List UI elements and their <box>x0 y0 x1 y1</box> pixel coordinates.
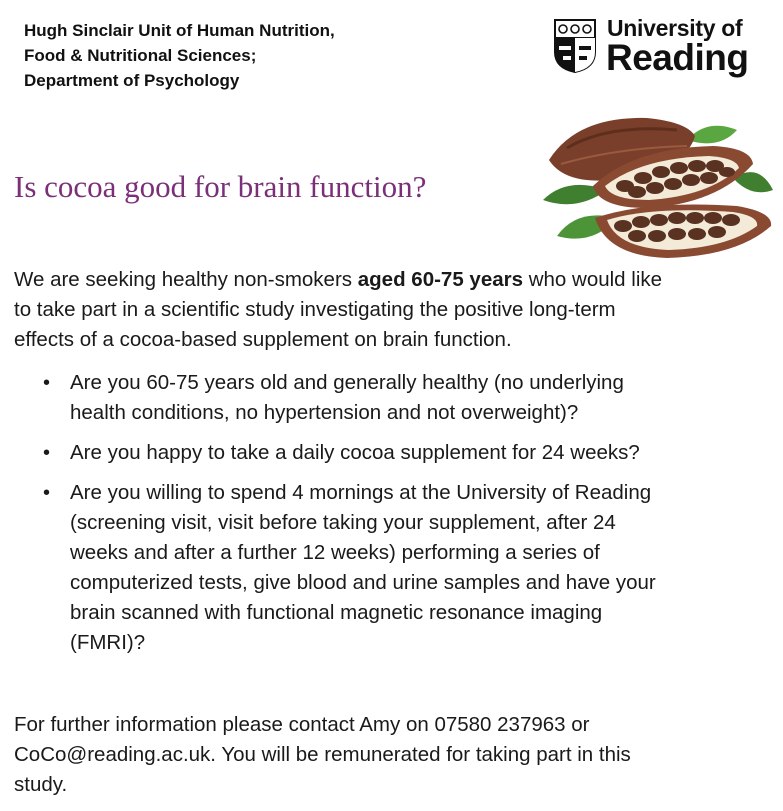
list-item-line: health conditions, no hypertension and not overweight)? <box>70 401 579 424</box>
bullet-icon: • <box>43 482 51 504</box>
department-header <box>24 18 444 93</box>
department-line: Food & Nutritional Sciences; <box>24 46 257 65</box>
list-item-line: Are you happy to take a daily cocoa supplement for 24 weeks? <box>70 441 640 464</box>
list-item-line: Are you 60-75 years old and generally healthy (no underlying <box>70 371 624 394</box>
cocoa-pod-image <box>537 108 777 266</box>
contact-line: For further information please contact Amy on 07580 237963 or <box>14 713 590 736</box>
university-crest-icon <box>553 18 597 74</box>
contact-line: study. <box>14 773 68 796</box>
intro-paragraph <box>14 265 774 355</box>
list-item-line: computerized tests, give blood and urine samples and have your <box>70 571 656 594</box>
list-item-line: weeks and after a further 12 weeks) performing a series of <box>70 541 600 564</box>
logo-text-line2: Reading <box>606 37 749 78</box>
intro-line: to take part in a scientific study investigating the positive long-term <box>14 298 616 321</box>
intro-text: We are seeking healthy non-smokers <box>14 268 358 291</box>
eligibility-question-list <box>0 368 783 668</box>
list-item <box>0 368 783 428</box>
university-logo <box>551 14 751 82</box>
age-requirement: aged 60-75 years <box>357 268 524 291</box>
bullet-icon: • <box>43 442 51 464</box>
department-line: Hugh Sinclair Unit of Human Nutrition, <box>24 21 335 40</box>
bullet-icon: • <box>43 372 51 394</box>
list-item <box>0 438 783 468</box>
contact-paragraph <box>14 710 774 800</box>
intro-text: who would like <box>523 268 663 291</box>
department-line: Department of Psychology <box>24 71 240 90</box>
list-item-line: brain scanned with functional magnetic resonance imaging <box>70 601 603 624</box>
list-item-line: (FMRI)? <box>70 631 146 654</box>
intro-line <box>14 265 774 295</box>
page-title: Is cocoa good for brain function? <box>14 169 427 204</box>
logo-text-line1: University of <box>607 15 743 41</box>
list-item-line: Are you willing to spend 4 mornings at the University of Reading <box>70 481 652 504</box>
intro-line: effects of a cocoa-based supplement on brain function. <box>14 328 512 351</box>
list-item <box>0 478 783 658</box>
list-item-line: (screening visit, visit before taking your supplement, after 24 <box>70 511 616 534</box>
contact-line: CoCo@reading.ac.uk. You will be remunerated for taking part in this <box>14 743 631 766</box>
